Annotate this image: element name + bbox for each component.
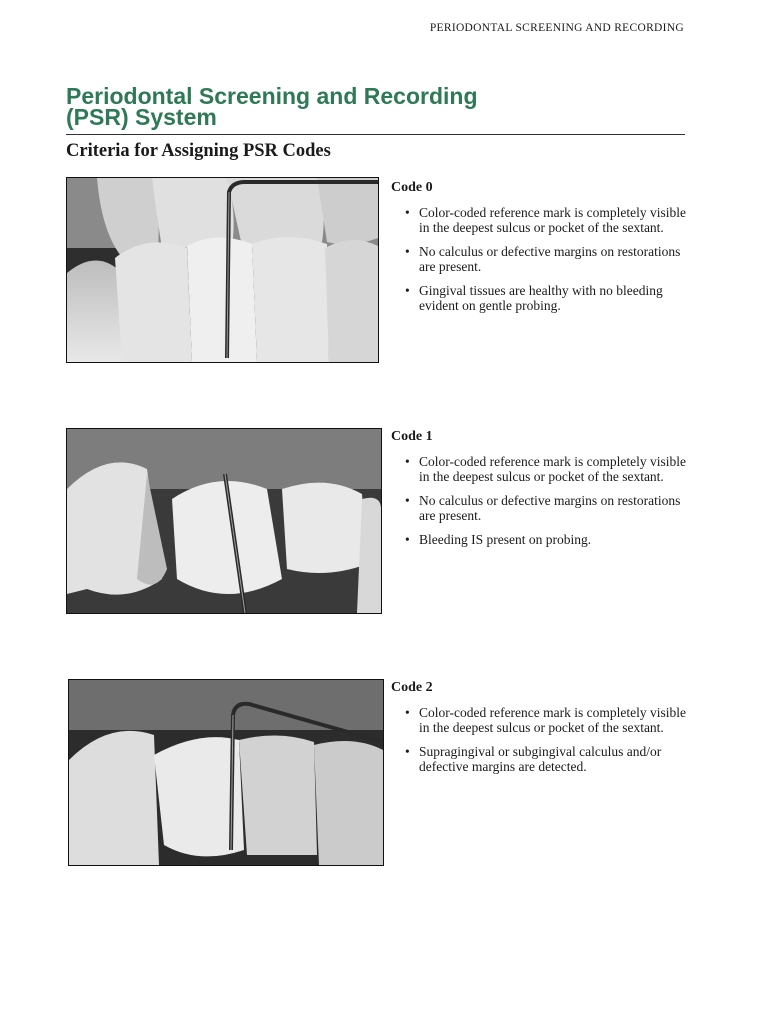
code-1-photo	[66, 428, 382, 614]
bullet-text: No calculus or defective margins on restorations are present.	[419, 493, 681, 523]
code-2-photo	[68, 679, 384, 866]
title-rule	[66, 134, 685, 135]
bullet-item: • Color-coded reference mark is completely visible in the deepest sulcus or pocket of the sextant.	[405, 205, 687, 235]
bullet-text: Color-coded reference mark is completely visible in the deepest sulcus or pocket of the sextant.	[419, 705, 687, 735]
bullet-text: No calculus or defective margins on restorations are present.	[419, 244, 681, 274]
bullet-text: Color-coded reference mark is completely visible in the deepest sulcus or pocket of the sextant.	[419, 205, 687, 235]
section-subtitle: Criteria for Assigning PSR Codes	[66, 141, 331, 161]
page-title-line-1: Periodontal Screening and Recording	[66, 83, 478, 109]
bullet-item: • No calculus or defective margins on restorations are present.	[405, 493, 681, 523]
code-2-label: Code 2	[391, 680, 433, 695]
bullet-text: Gingival tissues are healthy with no bleeding evident on gentle probing.	[419, 283, 663, 313]
bullet-item: • Bleeding IS present on probing.	[405, 532, 592, 547]
code-2-block	[391, 680, 691, 783]
running-head: PERIODONTAL SCREENING AND RECORDING	[429, 22, 684, 34]
bullet-text: Bleeding IS present on probing.	[419, 532, 592, 547]
bullet-item: • Color-coded reference mark is completely visible in the deepest sulcus or pocket of the sextant.	[405, 454, 687, 484]
code-0-label: Code 0	[391, 180, 433, 195]
code-0-block	[391, 180, 691, 322]
bullet-text: Supragingival or subgingival calculus and/or defective margins are detected.	[419, 744, 662, 774]
bullet-text: Color-coded reference mark is completely visible in the deepest sulcus or pocket of the sextant.	[419, 454, 687, 484]
bullet-item: • Gingival tissues are healthy with no bleeding evident on gentle probing.	[405, 283, 663, 313]
code-1-block	[391, 429, 691, 556]
bullet-item: • Supragingival or subgingival calculus and/or defective margins are detected.	[405, 744, 662, 774]
page-title-line-2: (PSR) System	[66, 104, 217, 130]
bullet-item: • No calculus or defective margins on restorations are present.	[405, 244, 681, 274]
code-1-label: Code 1	[391, 429, 433, 444]
page-title	[66, 83, 686, 130]
code-0-photo	[66, 177, 379, 363]
bullet-item: • Color-coded reference mark is completely visible in the deepest sulcus or pocket of the sextant.	[405, 705, 687, 735]
